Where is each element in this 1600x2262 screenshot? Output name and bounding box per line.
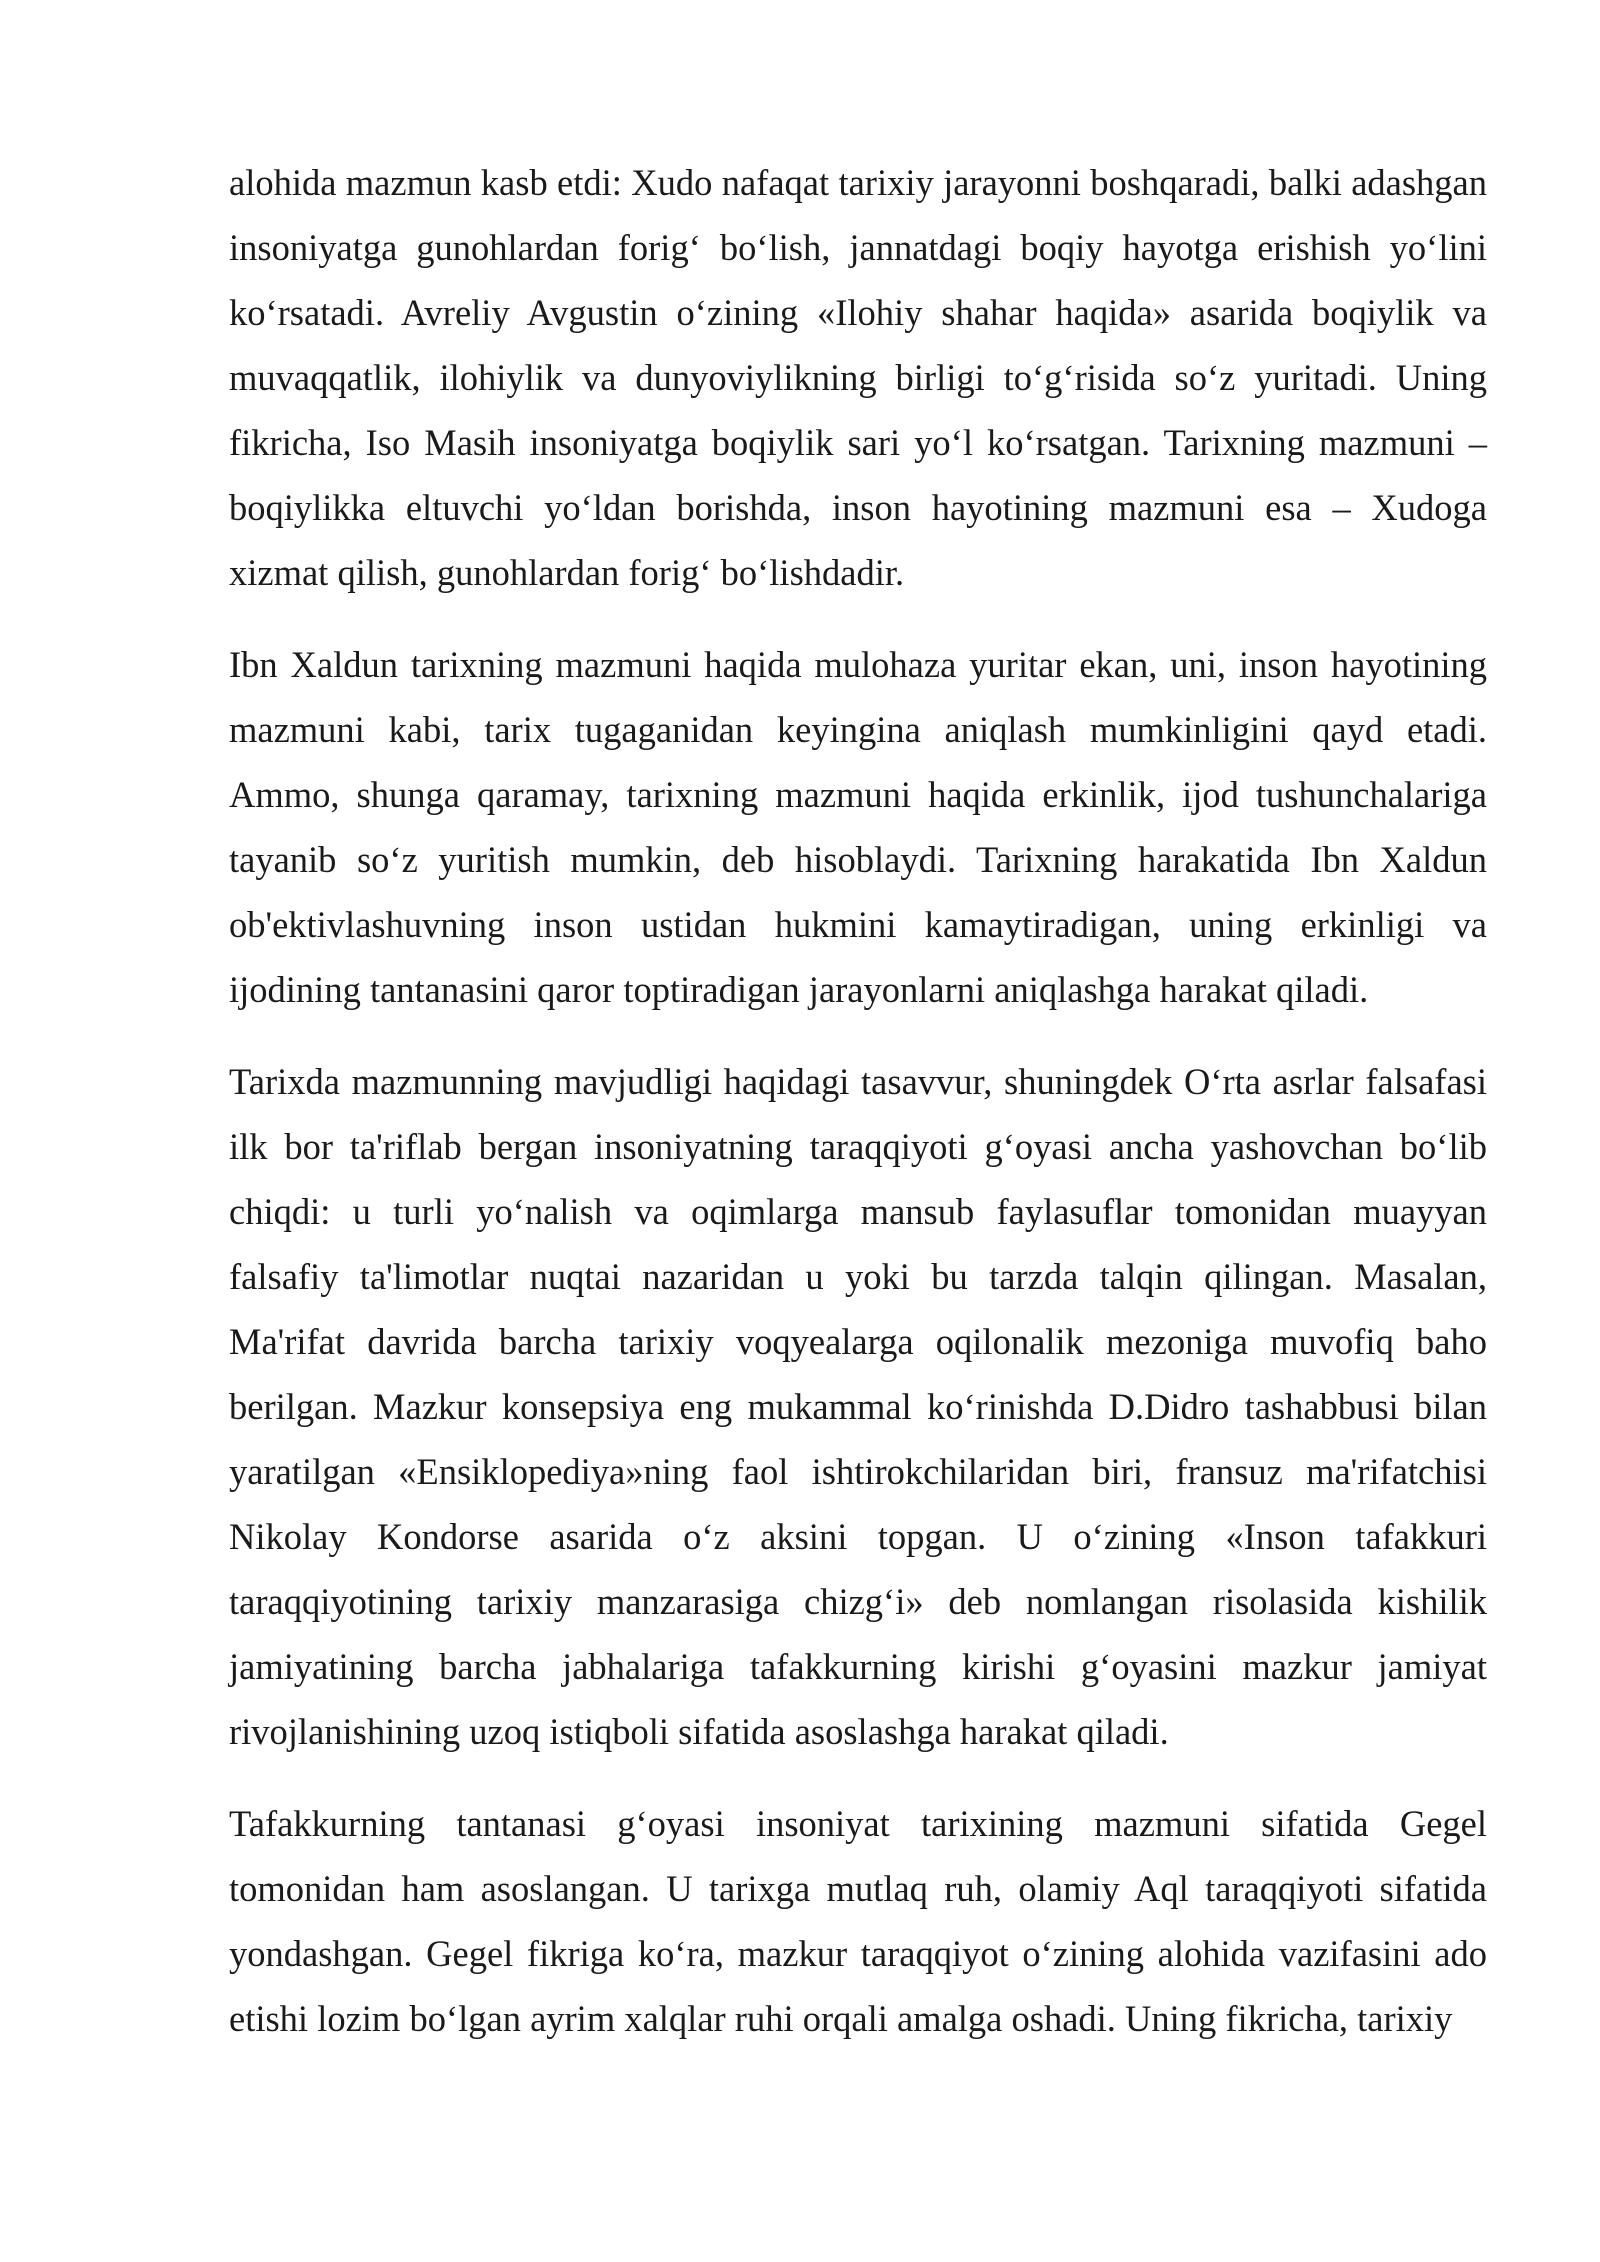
paragraph: alohida mazmun kasb etdi: Xudo nafaqat tarixiy jarayonni boshqaradi, balki adashgan insoniyatga gunohlardan forig‘ bo‘lish, jannatdagi boqiy hayotga erishish yo‘lini ko‘rsatadi. Avreliy Avgustin o‘zining «Ilohiy shahar haqida» asarida boqiylik va muvaqqatlik, ilohiylik va dunyoviylikning birligi to‘g‘risida so‘z yuritadi. Uning fikricha, Iso Masih insoniyatga boqiylik sari yo‘l ko‘rsatgan. Tarixning mazmuni – boqiylikka eltuvchi yo‘ldan borishda, inson hayotining mazmuni esa – Xudoga xizmat qilish, gunohlardan forig‘ bo‘lishdadir. (229, 162, 1487, 593)
document-body (229, 150, 1487, 2051)
paragraph: Ibn Xaldun tarixning mazmuni haqida mulohaza yuritar ekan, uni, inson hayotining mazmuni kabi, tarix tugaganidan keyingina aniqlash mumkinligini qayd etadi. Ammo, shunga qaramay, tarixning mazmuni haqida erkinlik, ijod tushunchalariga tayanib so‘z yuritish mumkin, deb hisoblaydi. Tarixning harakatida Ibn Xaldun ob'ektivlashuvning inson ustidan hukmini kamaytiradigan, uning erkinligi va ijodining tantanasini qaror toptiradigan jarayonlarni aniqlashga harakat qiladi. (229, 644, 1487, 1010)
paragraph: Tafakkurning tantanasi g‘oyasi insoniyat tarixining mazmuni sifatida Gegel tomonidan ham asoslangan. U tarixga mutlaq ruh, olamiy Aql taraqqiyoti sifatida yondashgan. Gegel fikriga ko‘ra, mazkur taraqqiyot o‘zining alohida vazifasini ado etishi lozim bo‘lgan ayrim xalqlar ruhi orqali amalga oshadi. Uning fikricha, tarixiy (229, 1803, 1487, 2039)
paragraph: Tarixda mazmunning mavjudligi haqidagi tasavvur, shuningdek O‘rta asrlar falsafasi ilk bor ta'riflab bergan insoniyatning taraqqiyoti g‘oyasi ancha yashovchan bo‘lib chiqdi: u turli yo‘nalish va oqimlarga mansub faylasuflar tomonidan muayyan falsafiy ta'limotlar nuqtai nazaridan u yoki bu tarzda talqin qilingan. Masalan, Ma'rifat davrida barcha tarixiy voqyealarga oqilonalik mezoniga muvofiq baho berilgan. Mazkur konsepsiya eng mukammal ko‘rinishda D.Didro tashabbusi bilan yaratilgan «Ensiklopediya»ning faol ishtirokchilaridan biri, fransuz ma'rifatchisi Nikolay Kondorse asarida o‘z aksini topgan. U o‘zining «Inson tafakkuri taraqqiyotining tarixiy manzarasiga chizg‘i» deb nomlangan risolasida kishilik jamiyatining barcha jabhalariga tafakkurning kirishi g‘oyasini mazkur jamiyat rivojlanishining uzoq istiqboli sifatida asoslashga harakat qiladi. (229, 1061, 1487, 1752)
